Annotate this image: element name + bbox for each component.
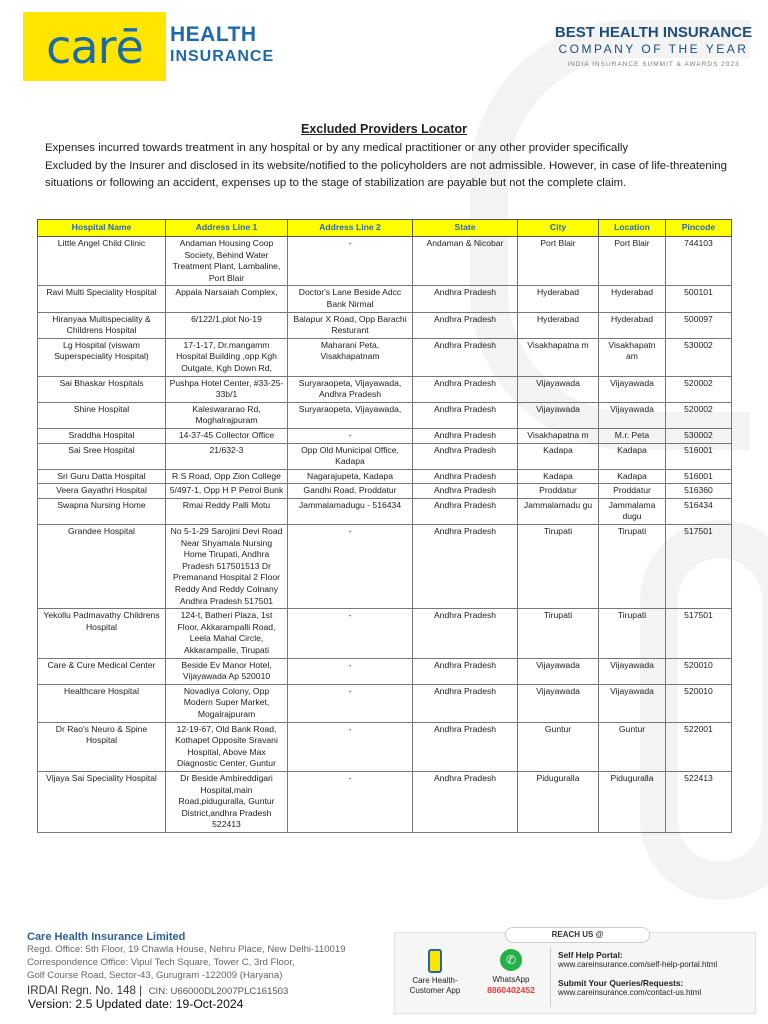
table-row bbox=[38, 338, 732, 376]
version-info: Version: 2.5 Updated date: 19-Oct-2024 bbox=[28, 997, 244, 1011]
table-row bbox=[38, 402, 732, 428]
table-cell: Novadiya Colony, Opp Modern Super Market, Mogalrajpuram bbox=[166, 684, 288, 722]
table-cell: 530002 bbox=[666, 428, 732, 443]
intro-line: Excluded by the Insurer and disclosed in its website/notified to the policyholders are not admissible. However, in case of life-threatening bbox=[45, 159, 727, 172]
table-cell: 124-t, Batheri Plaza, 1st Floor, Akkarampalli Road, Leela Mahal Circle, Akkarampalle, Tirupati bbox=[166, 609, 288, 658]
page-title: Excluded Providers Locator bbox=[300, 122, 468, 136]
award-line-3: INDIA INSURANCE SUMMIT & AWARDS 2023 bbox=[567, 61, 740, 68]
table-row bbox=[38, 771, 732, 832]
portal-links bbox=[558, 950, 754, 1006]
table-cell: Hyderabad bbox=[599, 286, 666, 312]
table-cell: Yekollu Padmavathy Childrens Hospital bbox=[38, 609, 166, 658]
correspondence-office-2: Golf Course Road, Sector-43, Gurugram -122009 (Haryana) bbox=[27, 970, 283, 982]
logo-line-2: INSURANCE bbox=[170, 48, 275, 65]
table-row bbox=[38, 658, 732, 684]
award-badge bbox=[551, 24, 756, 68]
table-cell: Pushpa Hotel Center, #33-25-33b/1 bbox=[166, 376, 288, 402]
logo-word: carē bbox=[46, 19, 143, 74]
table-cell: Grandee Hospital bbox=[38, 525, 166, 609]
table-cell: Guntur bbox=[518, 722, 599, 771]
table-cell: - bbox=[288, 771, 413, 832]
registered-office: Regd. Office: 5th Floor, 19 Chawla House, Nehru Place, New Delhi-110019 bbox=[27, 944, 346, 955]
intro-paragraph bbox=[45, 140, 765, 193]
table-cell: Hyderabad bbox=[599, 312, 666, 338]
table-cell: Opp Old Municipal Office, Kadapa bbox=[288, 443, 413, 469]
table-cell: Little Angel Child Clinic bbox=[38, 237, 166, 286]
table-cell: Vijayawada bbox=[599, 684, 666, 722]
table-cell: 17-1-17, Dr.mangamm Hospital Building ,opp Kgh Outgate, Kgh Down Rd, bbox=[166, 338, 288, 376]
table-cell: Andhra Pradesh bbox=[413, 722, 518, 771]
company-info bbox=[27, 931, 346, 997]
column-header: Address Line 2 bbox=[288, 220, 413, 237]
table-cell: Kadapa bbox=[518, 443, 599, 469]
table-cell: Vijayawada bbox=[518, 658, 599, 684]
phone-app-icon bbox=[428, 949, 442, 973]
correspondence-office: Correspondence Office: Vipul Tech Square, Tower C, 3rd Floor, bbox=[27, 957, 295, 969]
app-label-1: Care Health- bbox=[412, 976, 458, 985]
table-cell: 517501 bbox=[666, 609, 732, 658]
table-cell: Andhra Pradesh bbox=[413, 428, 518, 443]
table-cell: - bbox=[288, 684, 413, 722]
intro-line: Expenses incurred towards treatment in any hospital or by any medical practitioner or any other provider specifically bbox=[45, 142, 629, 154]
table-cell: Jammalamadugu - 516434 bbox=[288, 498, 413, 524]
whatsapp-link[interactable] bbox=[477, 949, 545, 995]
table-cell: 744103 bbox=[666, 237, 732, 286]
table-cell: Andhra Pradesh bbox=[413, 443, 518, 469]
table-cell: Andhra Pradesh bbox=[413, 286, 518, 312]
table-cell: Lg Hospital (viswam Superspeciality Hospital) bbox=[38, 338, 166, 376]
table-cell: Shine Hospital bbox=[38, 402, 166, 428]
table-cell: Appala Narsaiah Complex, bbox=[166, 286, 288, 312]
table-cell: Andhra Pradesh bbox=[413, 609, 518, 658]
table-cell: Rmai Reddy Palli Motu bbox=[166, 498, 288, 524]
table-row bbox=[38, 376, 732, 402]
table-cell: Andhra Pradesh bbox=[413, 684, 518, 722]
table-row bbox=[38, 428, 732, 443]
column-header: Hospital Name bbox=[38, 220, 166, 237]
table-cell: R S Road, Opp Zion College bbox=[166, 469, 288, 484]
intro-line: situations or following an accident, expenses up to the stage of stabilization are payable but not the complete claim. bbox=[45, 177, 627, 189]
table-cell: 500097 bbox=[666, 312, 732, 338]
table-cell: 522413 bbox=[666, 771, 732, 832]
column-header: Pincode bbox=[666, 220, 732, 237]
column-header: Address Line 1 bbox=[166, 220, 288, 237]
table-cell: Andaman Housing Coop Society, Behind Water Treatment Plant, Lambaline, Port Blair bbox=[166, 237, 288, 286]
table-cell: Jammalama dugu bbox=[599, 498, 666, 524]
table-cell: 522001 bbox=[666, 722, 732, 771]
table-cell: 520010 bbox=[666, 684, 732, 722]
table-cell: 520002 bbox=[666, 376, 732, 402]
column-header: City bbox=[518, 220, 599, 237]
table-row bbox=[38, 609, 732, 658]
award-line-1: BEST HEALTH INSURANCE bbox=[554, 24, 753, 41]
table-cell: 530002 bbox=[666, 338, 732, 376]
table-cell: Andhra Pradesh bbox=[413, 484, 518, 499]
table-cell: No 5-1-29 Sarojini Devi Road Near Shyamala Nursing Home Tirupati, Andhra Pradesh 517501513 Dr Premanand Hospital 2 Floor Reddy And Reddy Colnany Andhra Pradesh 517501 bbox=[166, 525, 288, 609]
table-cell: Tirupati bbox=[518, 609, 599, 658]
logo-line-1: HEALTH bbox=[170, 23, 257, 46]
irdai-cin: IRDAI Regn. No. 148 | CIN: U66000DL2007PLC161503 bbox=[27, 983, 289, 997]
portal-url-link[interactable]: www.careinsurance.com/self-help-portal.html bbox=[558, 960, 718, 969]
table-cell: - bbox=[288, 237, 413, 286]
table-cell: Vijayawada bbox=[599, 658, 666, 684]
table-cell: Hyderabad bbox=[518, 312, 599, 338]
table-cell: Suryaraopeta, Vijayawada, bbox=[288, 402, 413, 428]
table-cell: Sri Guru Datta Hospital bbox=[38, 469, 166, 484]
table-cell: Tirupati bbox=[518, 525, 599, 609]
table-cell: - bbox=[288, 658, 413, 684]
table-cell: Proddatur bbox=[599, 484, 666, 499]
award-line-2: COMPANY OF THE YEAR bbox=[558, 42, 749, 56]
table-cell: 5/497-1, Opp H P Petrol Bunk bbox=[166, 484, 288, 499]
table-cell: 6/122/1,plot No-19 bbox=[166, 312, 288, 338]
table-cell: Sai Sree Hospital bbox=[38, 443, 166, 469]
logo-text bbox=[170, 24, 274, 68]
table-cell: 516001 bbox=[666, 443, 732, 469]
table-row bbox=[38, 312, 732, 338]
table-cell: Andhra Pradesh bbox=[413, 338, 518, 376]
table-cell: Balapur X Road, Opp Barachi Resturant bbox=[288, 312, 413, 338]
table-cell: Dr Beside Ambireddigari Hospital,main Road,piduguralla, Guntur District,andhra Pradesh 522413 bbox=[166, 771, 288, 832]
table-cell: Doctor's Lane Beside Adcc Bank Nirmal bbox=[288, 286, 413, 312]
table-cell: Sai Bhaskar Hospitals bbox=[38, 376, 166, 402]
table-cell: Andaman & Nicobar bbox=[413, 237, 518, 286]
table-cell: - bbox=[288, 525, 413, 609]
table-cell: 516360 bbox=[666, 484, 732, 499]
excluded-providers-table bbox=[37, 219, 732, 833]
divider bbox=[550, 947, 551, 1007]
table-cell: 12-19-67, Old Bank Road, Kothapet Opposite Sravani Hospital, Above Max Diagnostic Center, Guntur bbox=[166, 722, 288, 771]
table-cell: Vijayawada bbox=[518, 684, 599, 722]
table-cell: Sraddha Hospital bbox=[38, 428, 166, 443]
table-cell: Hyderabad bbox=[518, 286, 599, 312]
table-cell: Kadapa bbox=[599, 443, 666, 469]
table-cell: Nagarajupeta, Kadapa bbox=[288, 469, 413, 484]
table-cell: Vijayawada bbox=[599, 402, 666, 428]
table-row bbox=[38, 469, 732, 484]
portal-title: Self Help Portal: bbox=[558, 950, 623, 960]
table-cell: Tirupati bbox=[599, 609, 666, 658]
table-cell: 516001 bbox=[666, 469, 732, 484]
table-header-row bbox=[38, 220, 732, 237]
table-cell: Swapna Nursing Home bbox=[38, 498, 166, 524]
table-row bbox=[38, 684, 732, 722]
table-cell: Healthcare Hospital bbox=[38, 684, 166, 722]
table-cell: Andhra Pradesh bbox=[413, 469, 518, 484]
whatsapp-icon: ✆ bbox=[500, 949, 522, 971]
table-cell: Visakhapatn am bbox=[599, 338, 666, 376]
table-cell: Andhra Pradesh bbox=[413, 658, 518, 684]
table-cell: 21/632-3 bbox=[166, 443, 288, 469]
table-cell: 500101 bbox=[666, 286, 732, 312]
table-cell: - bbox=[288, 722, 413, 771]
table-cell: - bbox=[288, 428, 413, 443]
care-logo bbox=[23, 12, 166, 81]
table-cell: Gandhi Road, Proddatur bbox=[288, 484, 413, 499]
table-cell: Care & Cure Medical Center bbox=[38, 658, 166, 684]
table-cell: Vijaya Sai Speciality Hospital bbox=[38, 771, 166, 832]
table-cell: Tirupati bbox=[599, 525, 666, 609]
table-cell: Guntur bbox=[599, 722, 666, 771]
table-row bbox=[38, 443, 732, 469]
irdai-number: IRDAI Regn. No. 148 bbox=[27, 983, 136, 997]
table-cell: Suryaraopeta, Vijayawada, Andhra Pradesh bbox=[288, 376, 413, 402]
column-header: State bbox=[413, 220, 518, 237]
table-cell: Port Blair bbox=[518, 237, 599, 286]
customer-app-link[interactable] bbox=[399, 949, 471, 996]
table-body bbox=[38, 237, 732, 833]
queries-title: Submit Your Queries/Requests: bbox=[558, 978, 684, 988]
table-row bbox=[38, 237, 732, 286]
column-header: Location bbox=[599, 220, 666, 237]
table-cell: Vijayawada bbox=[518, 376, 599, 402]
table-cell: Dr Rao's Neuro & Spine Hospital bbox=[38, 722, 166, 771]
table-cell: Ravi Multi Speciality Hospital bbox=[38, 286, 166, 312]
table-cell: Vijayawada bbox=[599, 376, 666, 402]
table-cell: Andhra Pradesh bbox=[413, 771, 518, 832]
table-cell: Vijayawada bbox=[518, 402, 599, 428]
table-row bbox=[38, 286, 732, 312]
table-cell: Kadapa bbox=[599, 469, 666, 484]
contact-url-link[interactable]: www.careinsurance.com/contact-us.html bbox=[558, 988, 702, 997]
table-cell: Hiranyaa Multispeciality & Childrens Hospital bbox=[38, 312, 166, 338]
table-row bbox=[38, 525, 732, 609]
table-cell: 516434 bbox=[666, 498, 732, 524]
table-cell: Kadapa bbox=[518, 469, 599, 484]
table-cell: 520002 bbox=[666, 402, 732, 428]
app-label-2: Customer App bbox=[409, 986, 461, 995]
table-cell: Piduguralla bbox=[518, 771, 599, 832]
whatsapp-label: WhatsApp bbox=[492, 975, 530, 984]
table-cell: Port Blair bbox=[599, 237, 666, 286]
company-name: Care Health Insurance Limited bbox=[27, 931, 186, 943]
table-cell: Veera Gayathri Hospital bbox=[38, 484, 166, 499]
table-cell: Proddatur bbox=[518, 484, 599, 499]
whatsapp-number: 8860402452 bbox=[487, 985, 535, 995]
table-row bbox=[38, 722, 732, 771]
table-cell: 517501 bbox=[666, 525, 732, 609]
table-cell: Maharani Peta, Visakhapatnam bbox=[288, 338, 413, 376]
reach-us-title: REACH US @ bbox=[505, 927, 650, 943]
reach-us-panel bbox=[394, 932, 756, 1014]
table-row bbox=[38, 484, 732, 499]
table-row bbox=[38, 498, 732, 524]
table-cell: Andhra Pradesh bbox=[413, 525, 518, 609]
table-cell: Visakhapatna m bbox=[518, 428, 599, 443]
table-cell: 14-37-45 Collector Office bbox=[166, 428, 288, 443]
table-cell: Piduguralla bbox=[599, 771, 666, 832]
table-cell: Andhra Pradesh bbox=[413, 498, 518, 524]
table-cell: 520010 bbox=[666, 658, 732, 684]
table-cell: Andhra Pradesh bbox=[413, 312, 518, 338]
cin-number: CIN: U66000DL2007PLC161503 bbox=[148, 985, 289, 997]
table-cell: Jammalamadu gu bbox=[518, 498, 599, 524]
table-cell: Visakhapatna m bbox=[518, 338, 599, 376]
table-cell: M.r. Peta bbox=[599, 428, 666, 443]
table-cell: Kaleswararao Rd, Moghalrajpuram bbox=[166, 402, 288, 428]
table-cell: Andhra Pradesh bbox=[413, 376, 518, 402]
table-cell: - bbox=[288, 609, 413, 658]
table-cell: Beside Ev Manor Hotel, Vijayawada Ap 520010 bbox=[166, 658, 288, 684]
table-cell: Andhra Pradesh bbox=[413, 402, 518, 428]
